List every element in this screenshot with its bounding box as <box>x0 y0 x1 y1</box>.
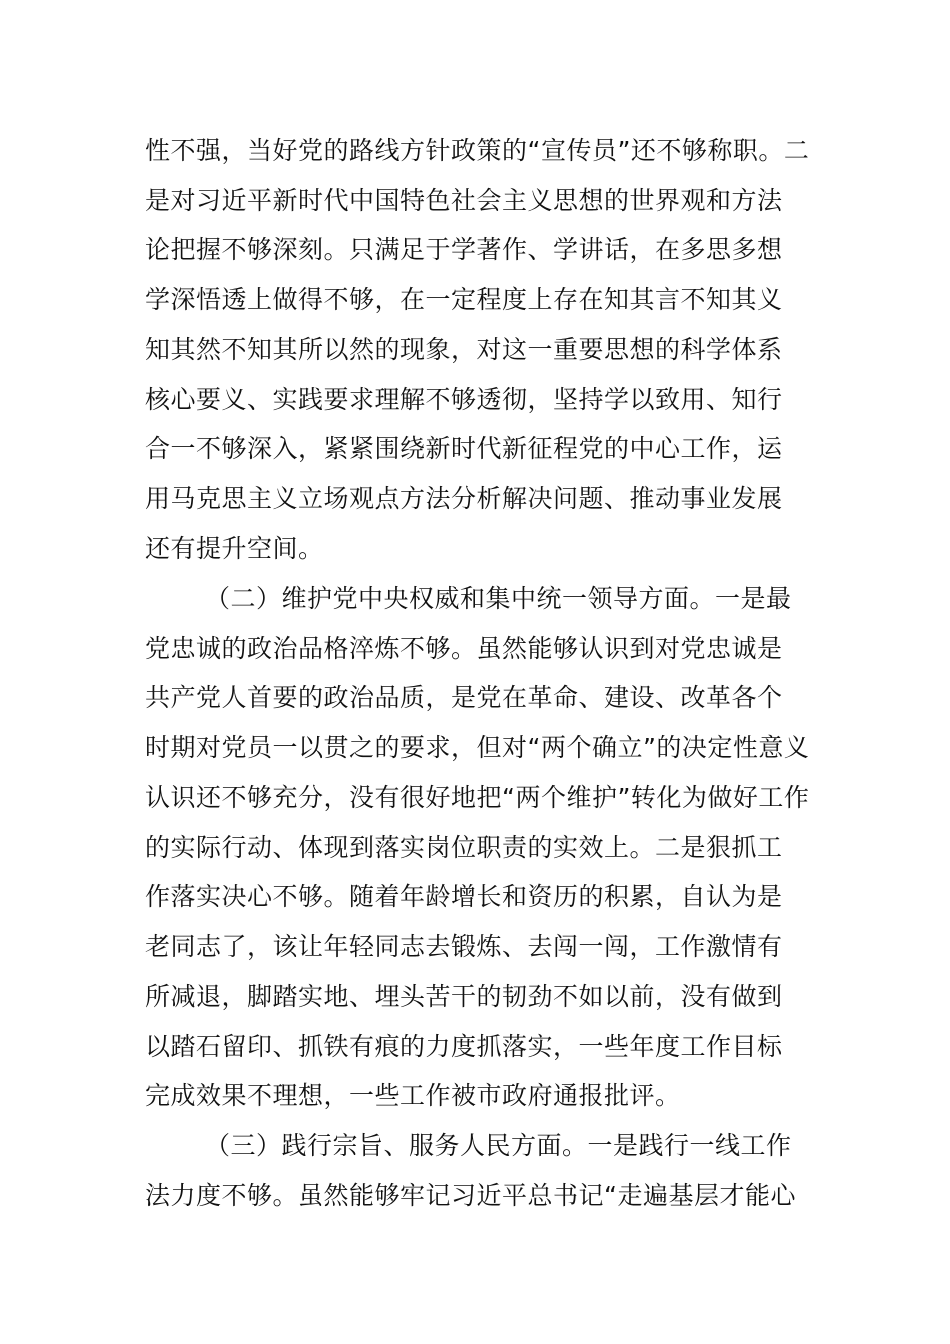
text-line: 时期对党员一以贯之的要求，但对“两个确立”的决定性意义 <box>145 733 810 762</box>
text-line: 共产党人首要的政治品质，是党在革命、建设、改革各个 <box>145 683 783 712</box>
text-line: 以踏石留印、抓铁有痕的力度抓落实，一些年度工作目标 <box>145 1032 783 1061</box>
text-line: 完成效果不理想，一些工作被市政府通报批评。 <box>145 1081 681 1110</box>
text-line: 知其然不知其所以然的现象，对这一重要思想的科学体系 <box>145 335 783 364</box>
text-line: 所减退，脚踏实地、埋头苦干的韧劲不如以前，没有做到 <box>145 982 783 1011</box>
text-line: 党忠诚的政治品格淬炼不够。虽然能够认识到对党忠诚是 <box>145 634 783 663</box>
text-line: 法力度不够。虽然能够牢记习近平总书记“走遍基层才能心 <box>145 1181 796 1210</box>
text-line: 核心要义、实践要求理解不够透彻，坚持学以致用、知行 <box>145 385 783 414</box>
text-line: 作落实决心不够。随着年龄增长和资历的积累，自认为是 <box>145 882 783 911</box>
text-line: 老同志了，该让年轻同志去锻炼、去闯一闯，工作激情有 <box>145 932 783 961</box>
text-line: 是对习近平新时代中国特色社会主义思想的世界观和方法 <box>145 186 783 215</box>
text-line: 性不强，当好党的路线方针政策的“宣传员”还不够称职。二 <box>145 136 810 165</box>
text-line: 用马克思主义立场观点方法分析解决问题、推动事业发展 <box>145 484 783 513</box>
text-line: 合一不够深入，紧紧围绕新时代新征程党的中心工作，运 <box>145 434 783 463</box>
text-line: 还有提升空间。 <box>145 534 324 563</box>
text-line: 认识还不够充分，没有很好地把“两个维护”转化为做好工作 <box>145 783 810 812</box>
section-heading-line: （二）维护党中央权威和集中统一领导方面。一是最 <box>205 584 792 613</box>
section-heading-line: （三）践行宗旨、服务人民方面。一是践行一线工作 <box>205 1131 792 1160</box>
text-line: 的实际行动、体现到落实岗位职责的实效上。二是狠抓工 <box>145 833 783 862</box>
text-line: 学深悟透上做得不够，在一定程度上存在知其言不知其义 <box>145 285 783 314</box>
text-line: 论把握不够深刻。只满足于学著作、学讲话，在多思多想 <box>145 235 783 264</box>
